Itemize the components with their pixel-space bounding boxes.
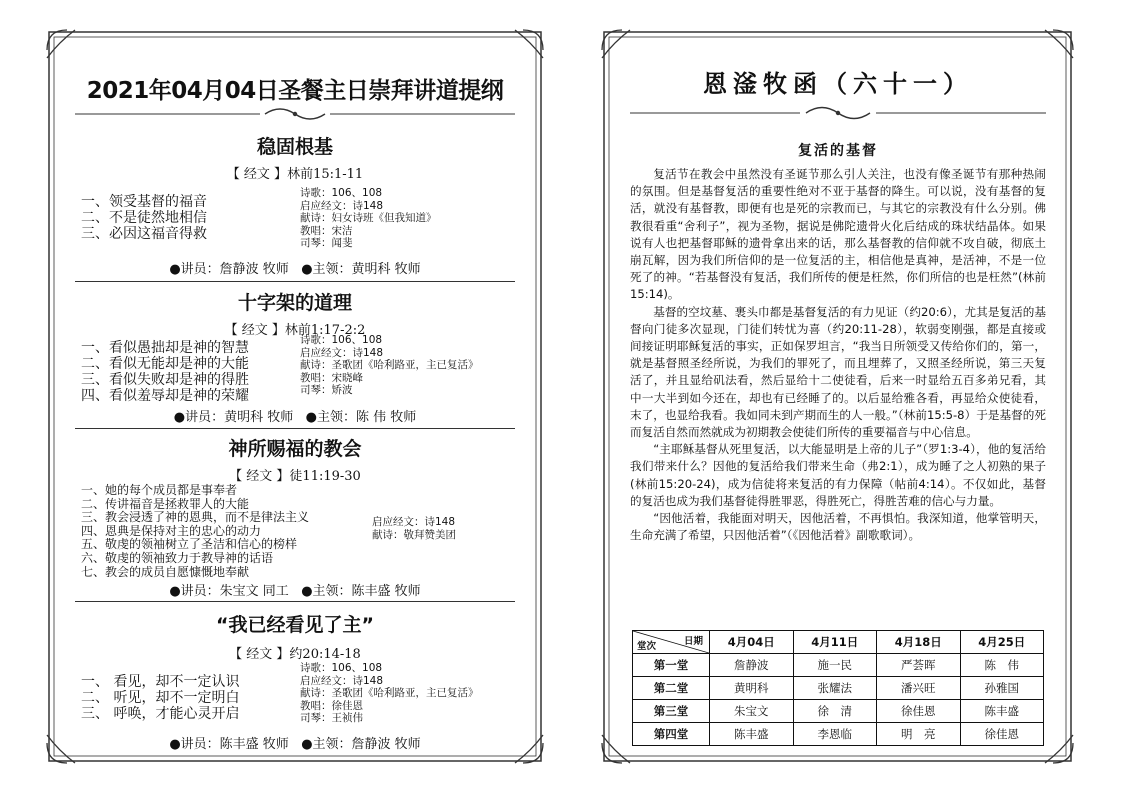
- point: 三、教会浸透了神的恩典，而不是律法主义: [81, 510, 310, 525]
- right-panel: [600, 28, 1075, 765]
- scripture-ref: [75, 163, 515, 182]
- leaders-line: ●讲员：詹静波 牧师 ●主领：黄明科 牧师: [169, 262, 421, 277]
- service-line: 献诗：敬拜赞美团: [372, 528, 456, 541]
- table-cell: 朱宝文: [710, 700, 794, 723]
- point: 四、看似羞辱却是神的荣耀: [81, 388, 249, 404]
- article-paragraph: 复活节在教会中虽然没有圣诞节那么引人关注，也没有像圣诞节有那种热闹的氛围。但是基督复活的重要性绝对不亚于基督的降生。可以说，没有基督的复活，就没有基督教，即便有也是死的宗教而已，与其它的宗教没有什么分别。佛教很看重“舍利子”，视为圣物，据说是佛陀遗骨火化后结成的珠状结晶体。如果说有人也把基督耶稣的遗骨拿出来的话，那么基督教的信仰就不攻自破，彻底土崩瓦解，因为我们所信仰的是一位复活的主，相信他是真神，是活神，不是一位死了的神。“若基督没有复活，我们所传的便是枉然，你们所信的也是枉然”(林前15:14)。: [630, 167, 1046, 302]
- letter-title: 恩滏牧函（六十一）: [703, 69, 973, 98]
- service-line: 司琴：闻斐: [300, 237, 353, 250]
- scripture-label: 【 经文 】: [229, 469, 290, 484]
- article-paragraph: “主耶稣基督从死里复活，以大能显明是上帝的儿子”（罗1:3-4），他的复活给我们带来什么？因他的复活给我们带来生命（弗2:1），成为睡了之人初熟的果子(林前15:20-24)，成为信徒将来复活的有力保障（帖前4:14）。不仅如此，基督的复活也成为我们基督徒得胜罪恶，得胜死亡，得胜苦难的信心与力量。: [630, 442, 1046, 508]
- table-cell: 施一民: [793, 654, 877, 677]
- service-name: 第一堂: [633, 654, 710, 677]
- table-cell: 陈丰盛: [960, 700, 1044, 723]
- sermon-section: [75, 132, 515, 277]
- sermon-points: [81, 484, 309, 579]
- service-info: [372, 516, 456, 541]
- table-cell: 徐佳恩: [960, 723, 1044, 746]
- scripture-text: 林前1:17-2:2: [284, 323, 366, 338]
- sermon-title: 十字架的道理: [237, 292, 352, 314]
- service-line: 教唱：宋洁: [300, 224, 353, 237]
- article-paragraph: 基督的空坟墓、裹头巾都是基督复活的有力见证（约20:6），尤其是复活的基督向门徒多次显现，门徒们转忧为喜（约20:11-28），软弱变刚强，都是直接或间接证明耶稣复活的事实，正如保罗坦言，“我当日所领受又传给你们的，第一，就是基督照圣经所说，为我们的罪死了，而且埋葬了，又照圣经所说，第三天复活了，并且显给矶法看，然后显给十二使徒看，后来一时显给五百多弟兄看，其中一大半到如今还在，却也有已经睡了的。以后显给雅各看，再显给众使徒看，末了，也显给我看。我如同未到产期而生的人一般。”（林前15:5-8）于是基督的死而复活自然而然就成为初期教会使徒们所传的重要福音与中心信息。: [630, 304, 1046, 440]
- leader: 主领：詹静波 牧师: [312, 737, 421, 752]
- leader: 主领：陈 伟 牧师: [316, 410, 417, 425]
- sermon-section: [75, 288, 515, 425]
- service-name: 第四堂: [633, 723, 710, 746]
- leader: 主领：黄明科 牧师: [312, 262, 421, 277]
- table-corner-cell: [633, 631, 710, 654]
- point: 五、敬虔的领袖树立了圣洁和信心的榜样: [81, 537, 298, 552]
- point: 六、敬虔的领袖致力于教导神的话语: [81, 550, 274, 565]
- date-header: 4月18日: [877, 631, 961, 654]
- point: 三、看似失败却是神的得胜: [81, 372, 249, 388]
- table-cell: 严荟晖: [877, 654, 961, 677]
- speaker: 讲员：黄明科 牧师: [185, 410, 294, 425]
- sermon-points: [81, 340, 249, 404]
- table-cell: 张耀法: [793, 677, 877, 700]
- service-line: 教唱：宋晓峰: [300, 371, 363, 384]
- table-cell: 陈 伟: [960, 654, 1044, 677]
- leader: 主领：陈丰盛 牧师: [312, 584, 421, 599]
- point: 一、领受基督的福音: [81, 194, 207, 210]
- point: 三、 呼唤，才能心灵开启: [81, 706, 240, 722]
- service-line: 献诗：圣歌团《哈利路亚，主已复活》: [300, 687, 479, 700]
- sermon-section: [75, 610, 515, 752]
- corner-label-date: 日期: [683, 636, 703, 647]
- service-info: [300, 334, 479, 397]
- point: 一、看似愚拙却是神的智慧: [81, 340, 249, 356]
- point: 二、传讲福音是拯救罪人的大能: [81, 496, 250, 511]
- point: 一、 看见，却不一定认识: [81, 674, 240, 690]
- corner-label-service: 堂次: [637, 641, 657, 652]
- point: 七、教会的成员自愿慷慨地奉献: [81, 564, 250, 579]
- sermon-points: [81, 194, 207, 242]
- scripture-text: 林前15:1-11: [287, 167, 364, 182]
- title-divider: [630, 104, 1046, 122]
- section-divider: [75, 601, 515, 602]
- scripture-ref: [75, 465, 515, 484]
- article-body: [630, 166, 1046, 544]
- sermon-title: 稳固根基: [256, 136, 333, 158]
- service-line: 司琴：矫波: [300, 384, 353, 397]
- leaders-line: ●讲员：黄明科 牧师 ●主领：陈 伟 牧师: [173, 410, 417, 425]
- service-line: 诗歌：106、108: [300, 187, 383, 199]
- sermon-points: [81, 674, 239, 722]
- scripture-label: 【 经文 】: [226, 167, 288, 182]
- table-row: [633, 723, 1044, 746]
- date-header: 4月11日: [793, 631, 877, 654]
- point: 一、她的每个成员都是事奉者: [81, 483, 238, 497]
- point: 四、恩典是保持对主的忠心的动力: [81, 523, 262, 538]
- table-cell: 黄明科: [710, 677, 794, 700]
- service-line: 启应经文：诗148: [372, 516, 456, 528]
- service-line: 诗歌：106、108: [300, 662, 383, 674]
- table-header-row: [633, 631, 1044, 654]
- service-line: 诗歌：106、108: [300, 334, 383, 346]
- sermon-title: “我已经看见了主”: [216, 614, 374, 636]
- article-subtitle: 复活的基督: [798, 143, 878, 159]
- service-line: 启应经文：诗148: [300, 346, 384, 359]
- table-cell: 李恩临: [793, 723, 877, 746]
- scripture-ref: [75, 643, 515, 662]
- table-cell: 孙雅国: [960, 677, 1044, 700]
- point: 二、不是徒然地相信: [81, 210, 207, 226]
- table-cell: 徐佳恩: [877, 700, 961, 723]
- table-cell: 潘兴旺: [877, 677, 961, 700]
- scripture-text: 徒11:19-30: [289, 469, 361, 484]
- service-line: 司琴：王祯伟: [300, 712, 363, 725]
- section-divider: [75, 428, 515, 429]
- date-header: 4月25日: [960, 631, 1044, 654]
- table-row: [633, 700, 1044, 723]
- service-line: 启应经文：诗148: [300, 674, 384, 687]
- service-line: 教唱：徐佳恩: [300, 699, 363, 712]
- table-cell: 詹静波: [710, 654, 794, 677]
- table-cell: 陈丰盛: [710, 723, 794, 746]
- point: 三、必因这福音得救: [81, 226, 207, 242]
- table-row: [633, 677, 1044, 700]
- scripture-label: 【 经文 】: [229, 647, 290, 662]
- service-line: 献诗：妇女诗班《但我知道》: [300, 212, 437, 225]
- preaching-schedule-table: [632, 630, 1044, 746]
- table-row: [633, 654, 1044, 677]
- point: 二、 听见，却不一定明白: [81, 690, 240, 706]
- service-info: [300, 662, 479, 725]
- date-header: 4月04日: [710, 631, 794, 654]
- sermon-title: 神所赐福的教会: [228, 438, 362, 460]
- point: 二、看似无能却是神的大能: [81, 356, 249, 372]
- service-name: 第二堂: [633, 677, 710, 700]
- leaders-line: ●讲员：陈丰盛 牧师 ●主领：詹静波 牧师: [169, 737, 421, 752]
- speaker: 讲员：陈丰盛 牧师: [180, 737, 289, 752]
- table-cell: 徐 清: [793, 700, 877, 723]
- scripture-label: 【 经文 】: [224, 323, 285, 338]
- section-divider: [75, 281, 515, 282]
- table-cell: 明 亮: [877, 723, 961, 746]
- speaker: 讲员：朱宝文 同工: [180, 584, 289, 599]
- page-title: 2021年04月04日圣餐主日崇拜讲道提纲: [86, 78, 504, 104]
- service-line: 献诗：圣歌团《哈利路亚，主已复活》: [300, 359, 479, 372]
- scripture-text: 约20:14-18: [289, 647, 361, 662]
- title-divider: [75, 106, 515, 122]
- service-name: 第三堂: [633, 700, 710, 723]
- speaker: 讲员：詹静波 牧师: [180, 262, 289, 277]
- service-line: 启应经文：诗148: [300, 199, 384, 212]
- left-panel: [45, 28, 545, 765]
- leaders-line: ●讲员：朱宝文 同工 ●主领：陈丰盛 牧师: [169, 584, 421, 599]
- service-info: [300, 187, 437, 250]
- article-paragraph: “因他活着，我能面对明天，因他活着，不再惧怕。我深知道，他掌管明天，生命充满了希望，只因他活着”（《因他活着》副歌歌词）。: [630, 511, 1046, 543]
- sermon-section: [75, 434, 515, 599]
